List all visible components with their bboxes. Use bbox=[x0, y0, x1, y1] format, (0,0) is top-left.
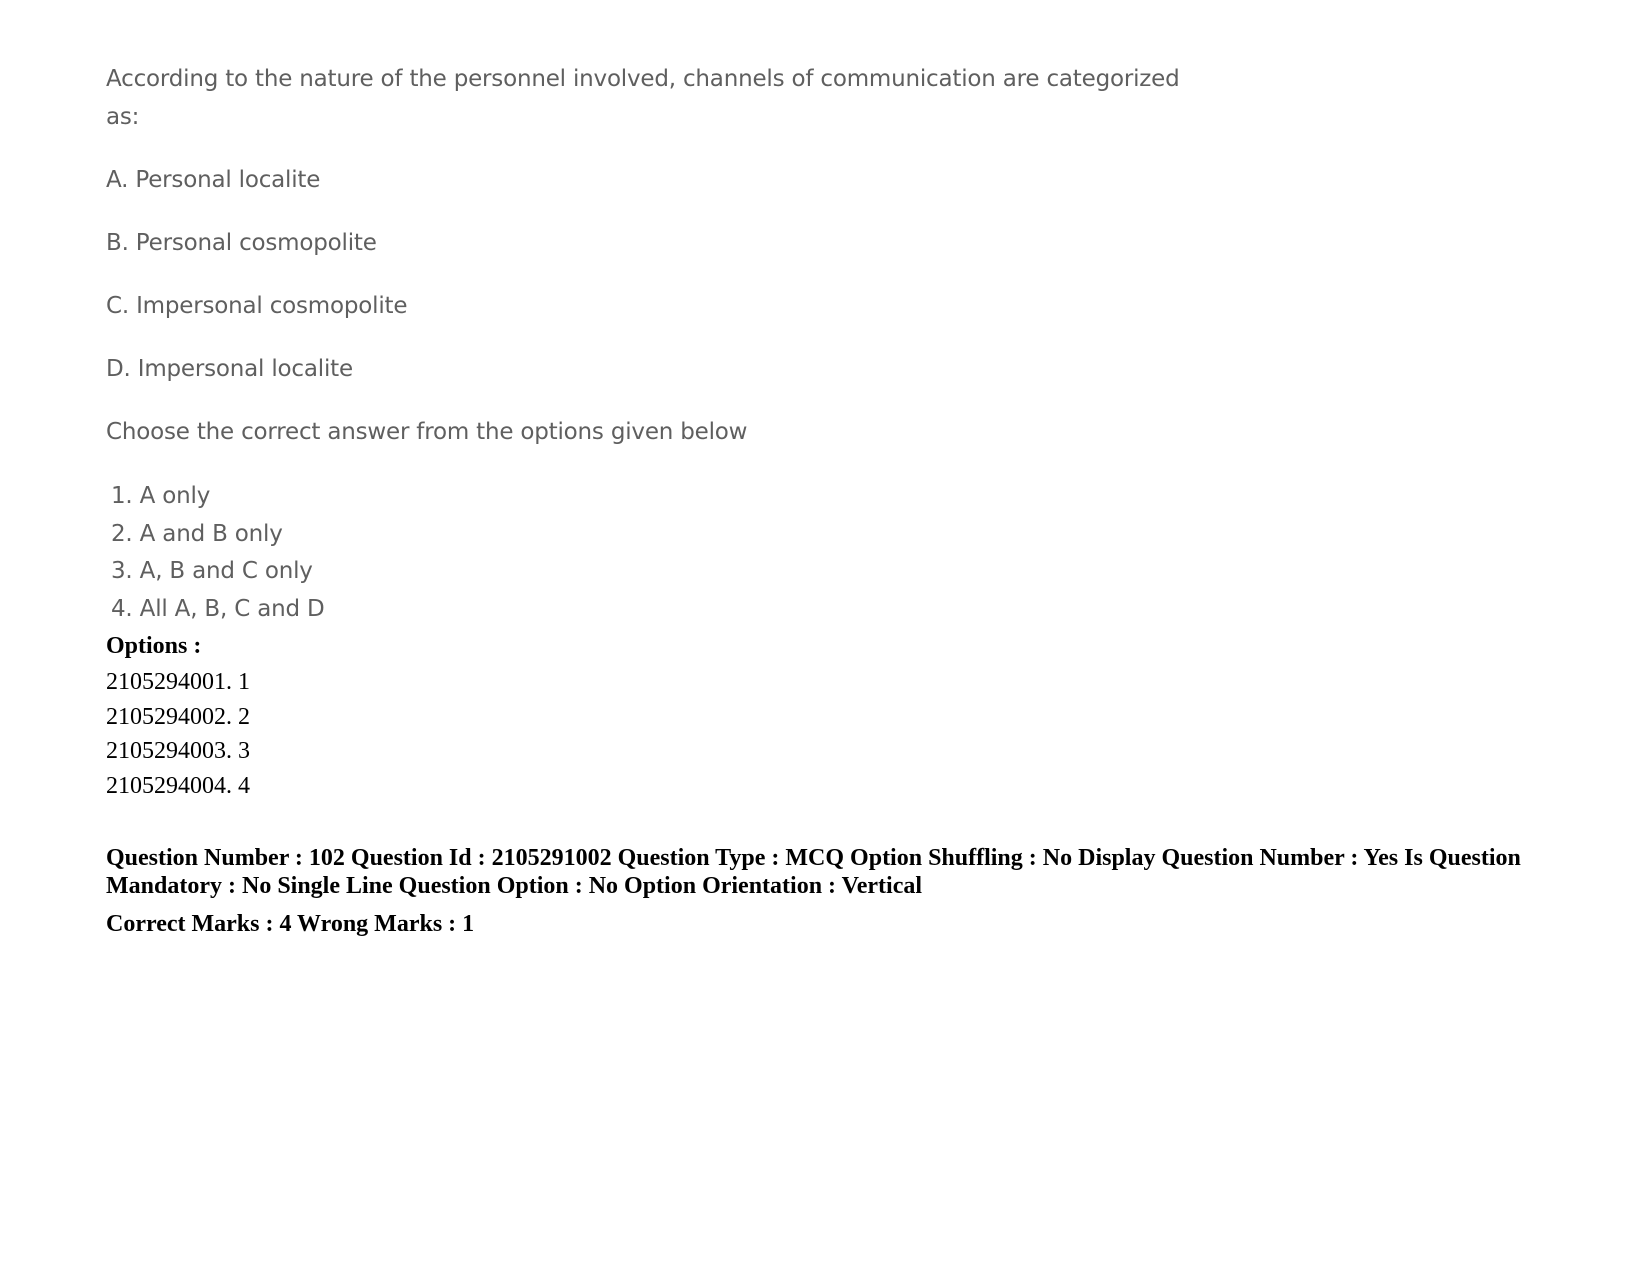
question-instruction: Choose the correct answer from the options given below bbox=[106, 419, 748, 445]
answer-choice: 2. A and B only bbox=[111, 520, 283, 547]
answer-choice: 1. A only bbox=[111, 483, 211, 509]
statement-d: D. Impersonal localite bbox=[106, 356, 353, 382]
options-heading: Options : bbox=[106, 633, 202, 659]
question-stem-line-2: as: bbox=[106, 104, 140, 130]
option-id-item: 2105294004. 4 bbox=[106, 772, 250, 799]
answer-choice: 3. A, B and C only bbox=[111, 558, 313, 584]
option-id-item: 2105294002. 2 bbox=[106, 703, 250, 730]
option-id-item: 2105294003. 3 bbox=[106, 738, 250, 764]
statement-a: A. Personal localite bbox=[106, 167, 321, 193]
question-meta: Question Number : 102 Question Id : 2105291002 Question Type : MCQ Option Shuffling : No Display Question Number : Yes Is Question Mandatory : No Single Line Question Option : No Option Orientation : Vertical bbox=[106, 845, 1521, 899]
question-marks: Correct Marks : 4 Wrong Marks : 1 bbox=[106, 911, 475, 937]
statement-b: B. Personal cosmopolite bbox=[106, 230, 377, 256]
answer-choice: 4. All A, B, C and D bbox=[111, 595, 325, 622]
option-id-item: 2105294001. 1 bbox=[106, 669, 250, 695]
statement-c: C. Impersonal cosmopolite bbox=[106, 293, 408, 319]
question-stem-line-1: According to the nature of the personnel involved, channels of communication are categorized bbox=[106, 66, 1180, 92]
answer-choice-list bbox=[111, 478, 325, 628]
option-id-list bbox=[106, 665, 250, 803]
